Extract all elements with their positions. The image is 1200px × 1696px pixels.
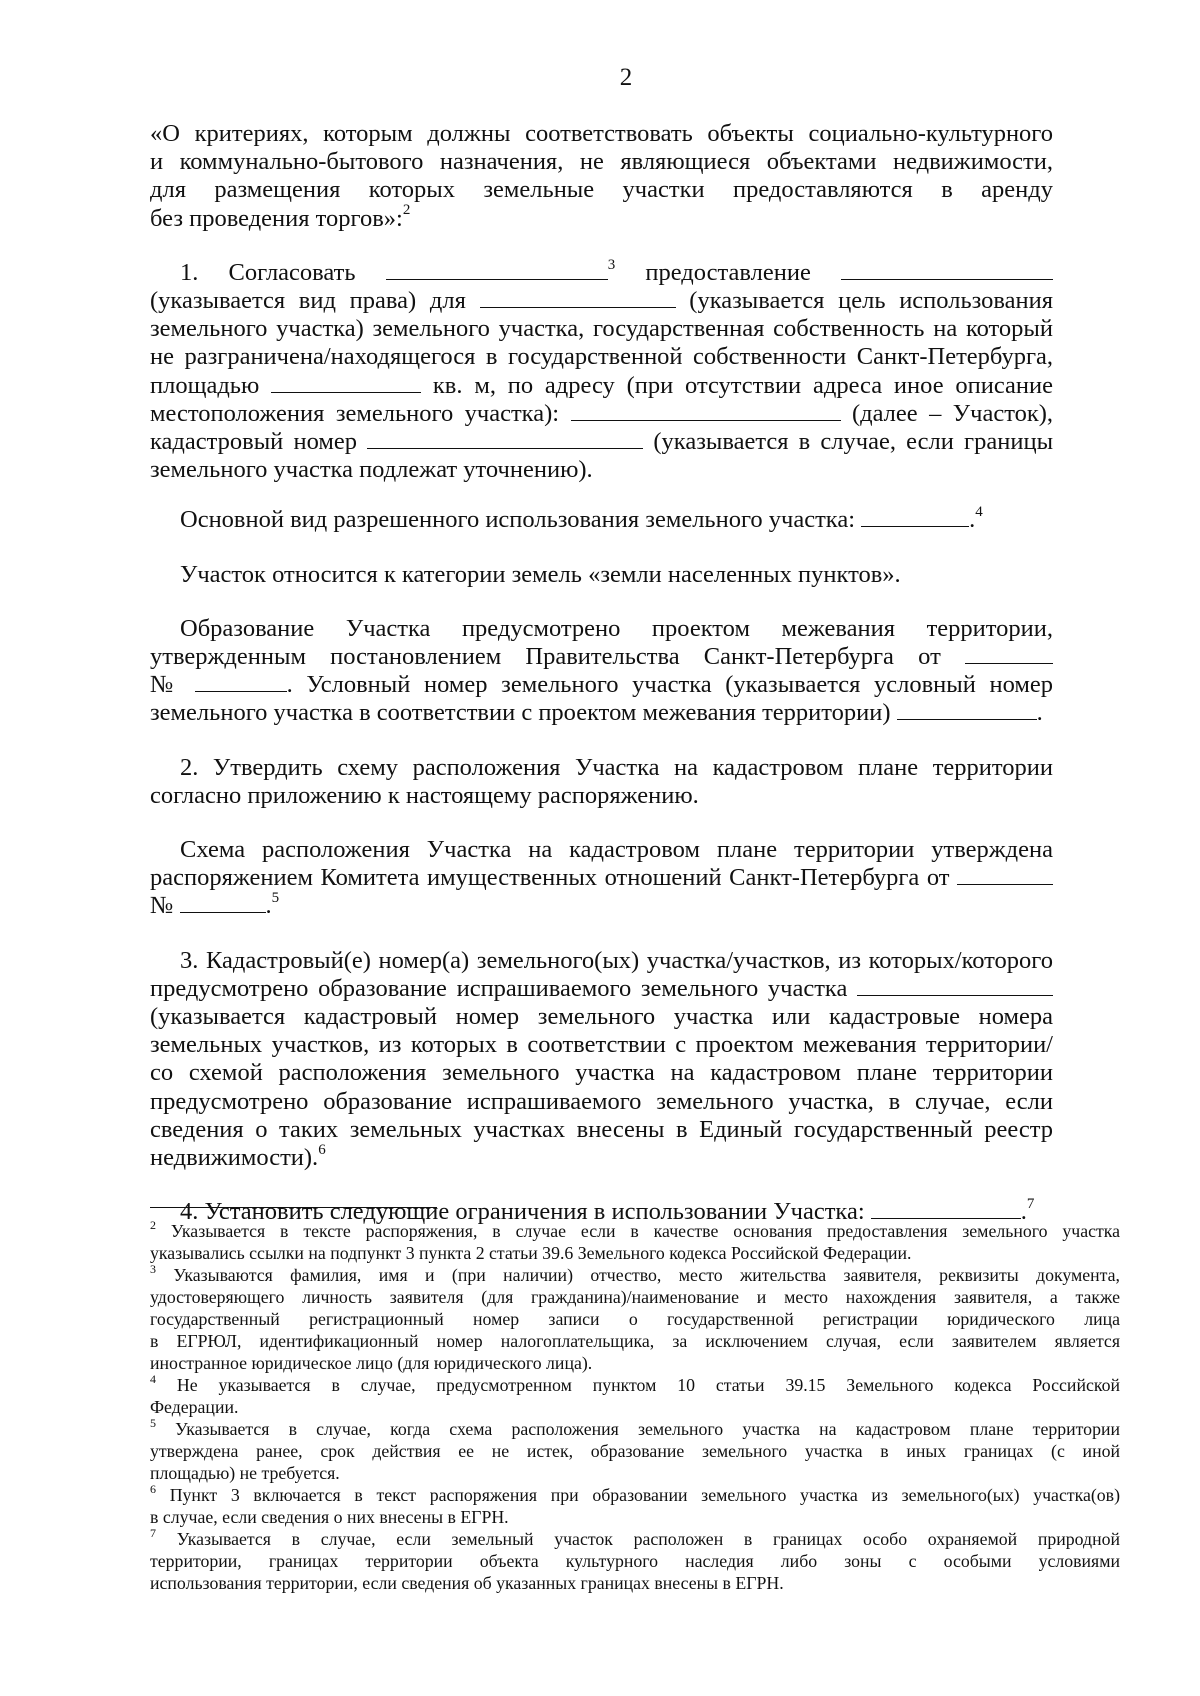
footnote-ref: 6: [318, 1141, 326, 1158]
text-segment: Указывается в случае, когда схема расположения земельного участка на кадастровом плане территории: [175, 1419, 1120, 1439]
formation-paragraph: [150, 615, 1053, 728]
text-segment: (указывается вид права) для: [150, 287, 466, 315]
text-segment: 4. Установить следующие ограничения в использовании Участка:: [180, 1198, 865, 1226]
footnote-marker: 2: [150, 1218, 156, 1233]
text-line: Образование Участка предусмотрено проектом межевания территории,: [180, 614, 1053, 642]
fill-in-blank: [897, 699, 1037, 720]
text-line: со схемой расположения земельного участка на кадастровом плане территории: [150, 1059, 1053, 1087]
text-segment: (указывается в случае, если границы: [653, 428, 1054, 456]
fill-in-blank: [857, 975, 1053, 996]
footnote-5: [150, 1418, 1120, 1484]
text-line: [150, 699, 1053, 727]
text-line: предусмотрено образование испрашиваемого земельного участка, в случае, если: [150, 1087, 1053, 1115]
text-line: [150, 1141, 1053, 1172]
text-segment: предоставление: [645, 258, 811, 286]
text-segment: без проведения торгов»:: [150, 204, 403, 232]
footnote-marker: 3: [150, 1262, 156, 1277]
text-segment: Указываются фамилия, имя и (при наличии) отчество, место жительства заявителя, реквизиты документа,: [173, 1265, 1120, 1285]
text-line: [150, 428, 1053, 456]
fill-in-blank: [180, 892, 266, 913]
text-segment: Основной вид разрешенного использования земельного участка:: [180, 506, 856, 534]
footnote-line: удостоверяющего личность заявителя (для гражданина)/наименование и место нахождения заявителя, а также: [150, 1287, 1120, 1307]
text-line: [150, 892, 1053, 920]
text-segment: Пункт 3 включается в текст распоряжения при образовании земельного участка из земельного(ых) участка(ов): [169, 1485, 1120, 1505]
text-segment: . Условный номер земельного участка (указывается условный номер: [286, 671, 1053, 699]
document-body: [150, 120, 1053, 1227]
footnote-line: [150, 1418, 1120, 1440]
text-segment: кв. м, по адресу (при отсутствии адреса иное описание: [432, 371, 1053, 399]
footnote-ref: 5: [271, 890, 280, 907]
text-line: [150, 256, 1053, 287]
text-line: 2. Утвердить схему расположения Участка на кадастровом плане территории: [180, 753, 1053, 781]
text-segment: .: [1020, 1198, 1027, 1226]
text-segment: Не указывается в случае, предусмотренном пунктом 10 статьи 39.15 Земельного кодекса Российской: [176, 1375, 1120, 1395]
fill-in-blank: [367, 428, 643, 449]
text-segment: Указывается в случае, если земельный участок расположен в границах особо охраняемой природной: [176, 1529, 1120, 1549]
text-segment: местоположения земельного участка):: [150, 399, 560, 427]
footnote-2: [150, 1220, 1120, 1264]
text-segment: 1. Согласовать: [180, 258, 356, 286]
text-line: [150, 864, 1053, 892]
category-line: Участок относится к категории земель «земли населенных пунктов».: [180, 560, 901, 588]
footnote-4: [150, 1374, 1120, 1418]
footnotes: [150, 1220, 1120, 1594]
item-2-paragraph: [150, 754, 1053, 810]
fill-in-blank: [957, 864, 1053, 885]
item-3-paragraph: [150, 947, 1053, 1173]
scheme-paragraph: [150, 836, 1053, 921]
text-segment: Указывается в тексте распоряжения, в случае если в качестве основания предоставления земельного участка: [170, 1221, 1121, 1241]
footnote-ref: 7: [1026, 1196, 1035, 1213]
text-line: 3. Кадастровый(е) номер(а) земельного(ых) участка/участков, из которых/которого: [180, 946, 1053, 974]
text-line: [150, 400, 1053, 428]
text-segment: земельного участка в соответствии с проектом межевания территории): [150, 699, 891, 727]
text-line: и коммунально-бытового назначения, не являющиеся объектами недвижимости,: [150, 148, 1053, 176]
text-segment: предусмотрено образование испрашиваемого земельного участка: [150, 974, 848, 1002]
footnote-line: государственный регистрационный номер записи о государственной регистрации юридического лица: [150, 1309, 1120, 1329]
item-1-paragraph: [150, 256, 1054, 485]
text-segment: .: [969, 506, 976, 534]
text-segment: (указывается цель использования: [689, 287, 1054, 315]
footnote-separator: [150, 1207, 437, 1208]
fill-in-blank: [861, 506, 969, 527]
footnote-line: в ЕГРЮЛ, идентификационный номер налогоплательщика, за исключением случая, если заявителем является: [150, 1331, 1120, 1351]
footnote-line: [150, 1220, 1120, 1242]
footnote-ref: 2: [402, 202, 411, 219]
fill-in-blank: [571, 400, 841, 421]
text-line: [150, 287, 1053, 315]
text-segment: .: [1036, 699, 1043, 727]
text-segment: №: [150, 892, 174, 920]
footnote-6: [150, 1484, 1120, 1528]
text-line: Схема расположения Участка на кадастровом плане территории утверждена: [180, 836, 1053, 864]
text-segment: распоряжением Комитета имущественных отношений Санкт-Петербурга от: [150, 864, 950, 892]
footnote-line: территории, границах территории объекта культурного наследия либо зоны с особыми условиями: [150, 1551, 1120, 1571]
text-segment: .: [265, 892, 272, 920]
text-segment: недвижимости).: [150, 1144, 319, 1172]
fill-in-blank: [871, 1198, 1021, 1219]
footnote-7: [150, 1528, 1120, 1594]
text-segment: площадью: [150, 371, 260, 399]
footnote-line: утверждена ранее, срок действия ее не истек, образование земельного участка в иных границах (с иной: [150, 1441, 1120, 1461]
footnote-line: иностранное юридическое лицо (для юридического лица).: [150, 1353, 593, 1373]
page-number: 2: [619, 64, 633, 91]
text-line: [150, 671, 1053, 699]
text-line: согласно приложению к настоящему распоряжению.: [150, 781, 699, 809]
footnote-marker: 6: [150, 1482, 156, 1497]
fill-in-blank: [386, 259, 608, 280]
text-segment: (далее – Участок),: [851, 399, 1054, 427]
text-line: (указывается кадастровый номер земельного участка или кадастровые номера: [150, 1003, 1053, 1031]
footnote-line: Федерации.: [150, 1397, 239, 1417]
intro-paragraph: [150, 120, 1053, 233]
footnote-marker: 7: [150, 1526, 156, 1541]
text-segment: утвержденным постановлением Правительства Санкт-Петербурга от: [150, 643, 941, 671]
footnote-ref: 4: [975, 504, 983, 521]
fill-in-blank: [271, 372, 421, 393]
text-line: для размещения которых земельные участки предоставляются в аренду: [150, 176, 1053, 204]
footnote-ref: 3: [607, 256, 616, 273]
footnote-line: указывались ссылки на подпункт 3 пункта 2 статьи 39.6 Земельного кодекса Российской Федерации.: [150, 1243, 912, 1263]
text-segment: №: [150, 671, 181, 699]
footnote-line: в случае, если сведения о них внесены в ЕГРН.: [150, 1507, 509, 1527]
text-line: земельного участка) земельного участка, государственная собственность на который: [150, 315, 1053, 343]
fill-in-blank: [841, 259, 1053, 280]
permitted-use-line: [150, 506, 1053, 534]
footnote-marker: 4: [150, 1372, 156, 1387]
fill-in-blank: [195, 671, 287, 692]
footnote-line: [150, 1264, 1120, 1286]
footnote-line: [150, 1484, 1120, 1506]
footnote-marker: 5: [150, 1416, 156, 1431]
text-line: сведения о таких земельных участках внесены в Единый государственный реестр: [150, 1115, 1053, 1143]
text-segment: кадастровый номер: [150, 428, 357, 456]
text-line: не разграничена/находящегося в государственной собственности Санкт-Петербурга,: [150, 343, 1053, 371]
footnote-line: [150, 1528, 1120, 1550]
footnote-line: использования территории, если сведения об указанных границах внесены в ЕГРН.: [150, 1573, 784, 1593]
text-line: [150, 643, 1053, 671]
text-line: [150, 975, 1053, 1003]
fill-in-blank: [480, 287, 676, 308]
text-line: [150, 372, 1053, 400]
footnote-3: [150, 1264, 1120, 1374]
text-line: земельных участков, из которых в соответствии с проектом межевания территории/: [150, 1031, 1053, 1059]
footnote-line: [150, 1374, 1120, 1396]
text-line: [150, 202, 1053, 233]
footnote-line: площадью) не требуется.: [150, 1463, 340, 1483]
text-line: «О критериях, которым должны соответствовать объекты социально-культурного: [150, 120, 1053, 147]
fill-in-blank: [965, 643, 1053, 664]
text-line: земельного участка подлежат уточнению).: [150, 456, 593, 484]
